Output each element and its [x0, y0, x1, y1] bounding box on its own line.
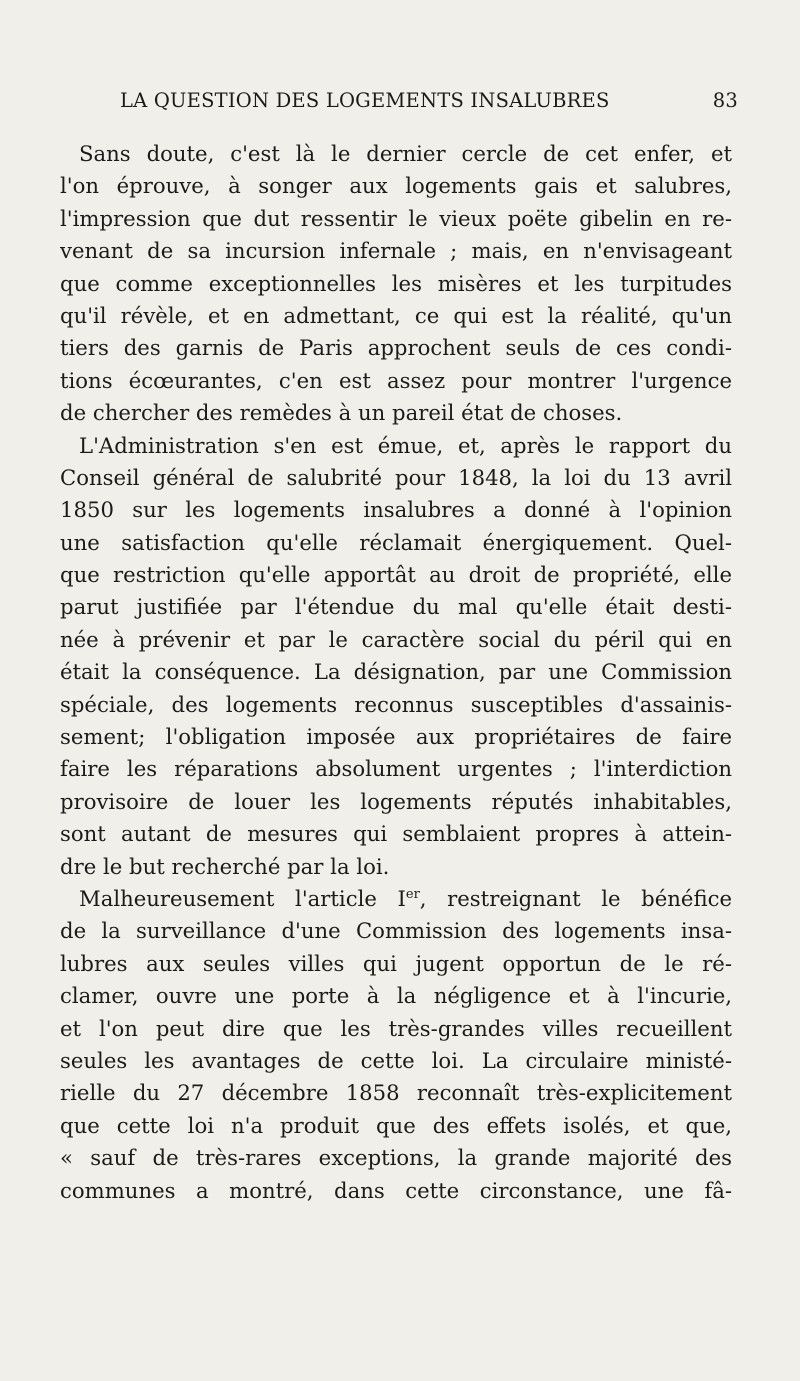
text-line: une satisfaction qu'elle réclamait énergiquement. Quel-	[60, 529, 732, 555]
text-fragment: Malheureusement l'article I	[79, 885, 406, 911]
text-line: tiers des garnis de Paris approchent seuls de ces condi-	[60, 335, 732, 361]
text-line: née à prévenir et par le caractère social du péril qui en	[60, 626, 732, 652]
text-line: sement; l'obligation imposée aux propriétaires de faire	[60, 724, 732, 750]
text-line: rielle du 27 décembre 1858 reconnaît très-explicitement	[60, 1080, 732, 1106]
text-line: « sauf de très-rares exceptions, la grande majorité des	[60, 1145, 732, 1171]
text-line: communes a montré, dans cette circonstance, une fâ-	[60, 1177, 732, 1203]
superscript: er	[405, 886, 420, 902]
text-line: était la conséquence. La désignation, par une Commission	[60, 659, 732, 685]
text-line: clamer, ouvre une porte à la négligence et à l'incurie,	[60, 983, 732, 1009]
text-line: Sans doute, c'est là le dernier cercle de cet enfer, et	[79, 141, 732, 166]
text-line: l'impression que dut ressentir le vieux poëte gibelin en re-	[60, 205, 732, 231]
text-line: venant de sa incursion infernale ; mais, en n'envisageant	[60, 238, 732, 264]
page-header	[120, 89, 738, 113]
text-line: que comme exceptionnelles les misères et les turpitudes	[60, 270, 732, 296]
text-line: lubres aux seules villes qui jugent opportun de le ré-	[60, 950, 732, 976]
text-line: dre le but recherché par la loi.	[60, 853, 390, 879]
text-line: l'on éprouve, à songer aux logements gais et salubres,	[60, 173, 732, 199]
text-line: sont autant de mesures qui semblaient propres à attein-	[60, 821, 732, 847]
text-line: 1850 sur les logements insalubres a donné à l'opinion	[60, 497, 732, 523]
text-line: qu'il révèle, et en admettant, ce qui est la réalité, qu'un	[60, 302, 732, 328]
text-line: spéciale, des logements reconnus susceptibles d'assainis-	[60, 691, 732, 717]
text-fragment: , restreignant le bénéfice	[419, 885, 732, 911]
page-number: 83	[712, 89, 738, 112]
text-line: seules les avantages de cette loi. La circulaire ministé-	[60, 1047, 732, 1073]
text-line-article	[60, 883, 732, 915]
text-line: provisoire de louer les logements réputés inhabitables,	[60, 788, 732, 814]
text-line: de la surveillance d'une Commission des logements insa-	[60, 918, 732, 944]
body-text	[60, 138, 732, 1207]
text-line: que cette loi n'a produit que des effets isolés, et que,	[60, 1112, 732, 1138]
text-line: de chercher des remèdes à un pareil état de choses.	[60, 400, 623, 426]
text-line: tions écœurantes, c'en est assez pour montrer l'urgence	[60, 367, 732, 393]
text-line: Conseil général de salubrité pour 1848, la loi du 13 avril	[60, 464, 732, 490]
text-line: que restriction qu'elle apportât au droit de propriété, elle	[60, 562, 732, 588]
text-line: faire les réparations absolument urgentes ; l'interdiction	[60, 756, 732, 782]
running-title: LA QUESTION DES LOGEMENTS INSALUBRES	[120, 89, 610, 112]
text-line: parut justifiée par l'étendue du mal qu'elle était desti-	[60, 594, 732, 620]
text-line: et l'on peut dire que les très-grandes villes recueillent	[60, 1015, 732, 1041]
text-line: L'Administration s'en est émue, et, après le rapport du	[79, 432, 732, 458]
